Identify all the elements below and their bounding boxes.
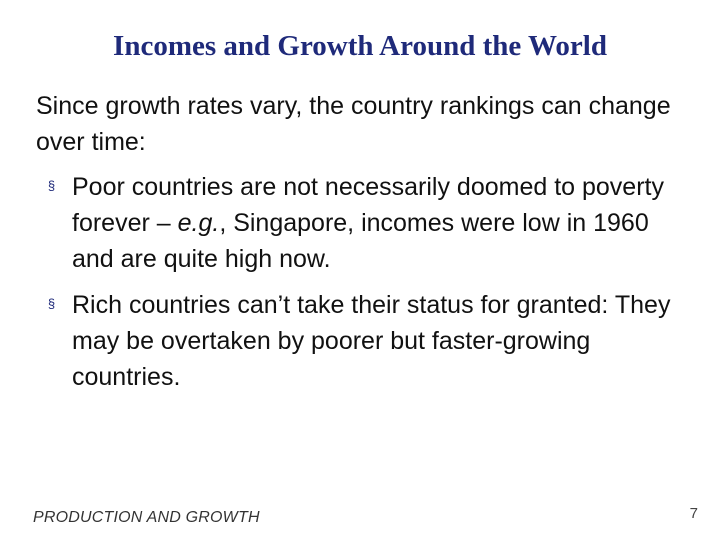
- footer-section-title: PRODUCTION AND GROWTH: [33, 509, 260, 526]
- bullet-text-part: , Singapore, incomes were low in 1960 and are quite high now.: [72, 209, 649, 273]
- bullet-item-rich-countries: [47, 287, 692, 395]
- page-number: 7: [689, 505, 698, 522]
- square-bullet-icon: §: [47, 296, 56, 311]
- intro-text: Since growth rates vary, the country rankings can change over time:: [36, 92, 671, 156]
- bullet-text-italic: e.g.: [177, 209, 220, 237]
- bullet-text: Rich countries can’t take their status for granted: They may be overtaken by poorer but faster-growing countries.: [72, 291, 671, 391]
- square-bullet-icon: §: [47, 178, 56, 193]
- bullet-item-poor-countries: [47, 169, 692, 277]
- slide-title: Incomes and Growth Around the World: [113, 30, 607, 62]
- bullet-text-part: Poor countries are not necessarily doomed to poverty forever –: [72, 173, 664, 237]
